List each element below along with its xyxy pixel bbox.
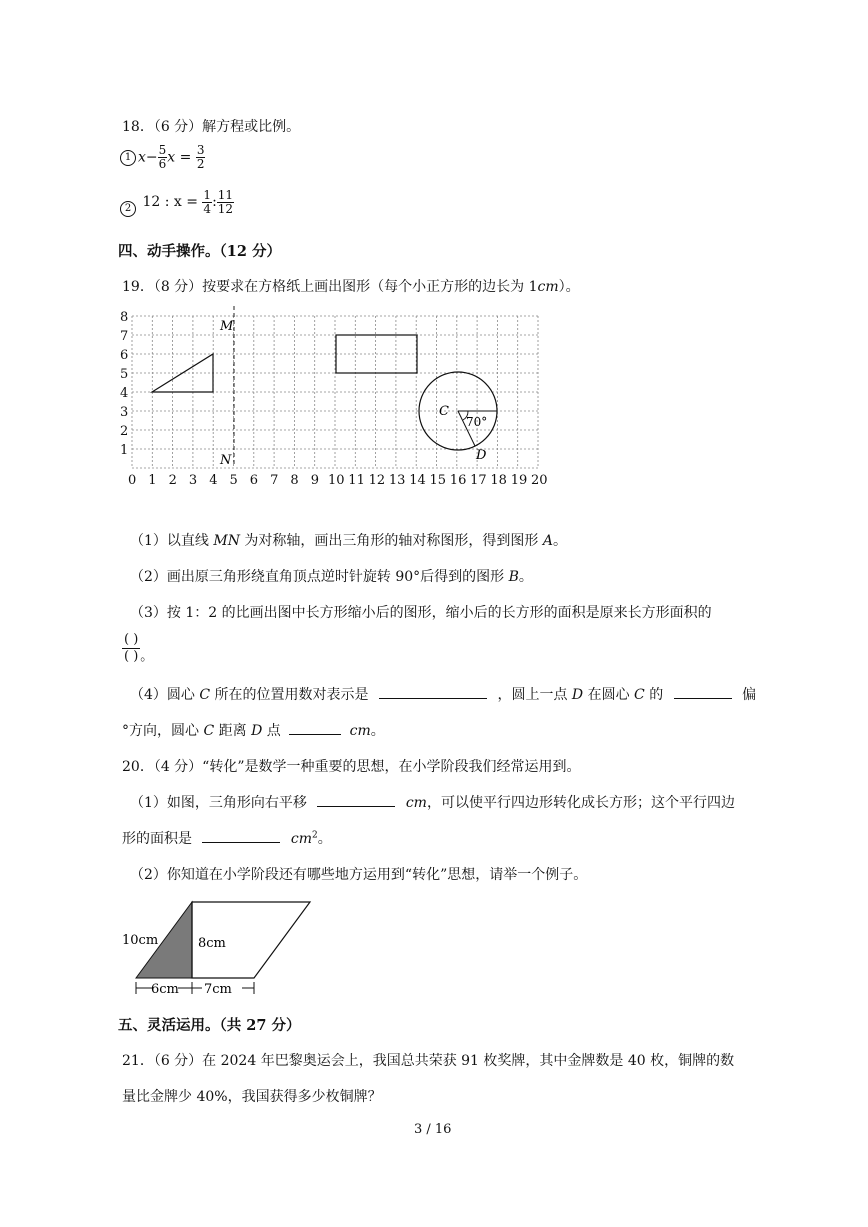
x-tick-label: 3 (188, 473, 198, 486)
eq2-fraction-2: $\frac{11}{12}$ (217, 187, 234, 216)
x-tick-label: 8 (290, 473, 299, 486)
x-tick-label: 17 (470, 473, 487, 486)
blank-shift[interactable] (317, 792, 395, 807)
x-tick-label: 6 (249, 473, 259, 486)
label-c: C (439, 404, 449, 419)
parallelogram-figure (118, 898, 348, 998)
label-10cm: 10cm (122, 933, 159, 948)
label-6cm: 6cm (151, 982, 179, 997)
x-tick-label: 16 (449, 473, 467, 486)
x-tick-label: 0 (128, 473, 137, 486)
eq1-term-b: x = (167, 149, 192, 166)
q21-line1: 21．（6 分）在 2024 年巴黎奥运会上，我国总共荣获 91 枚奖牌，其中金牌数是 40 枚，铜牌的数 (122, 1053, 735, 1069)
y-tick-label: 6 (120, 348, 129, 363)
eq1-term-a: x− (138, 149, 158, 166)
q19-part1: （1）以直线 MN 为对称轴，画出三角形的轴对称图形，得到图形 A。 (130, 533, 567, 549)
x-tick-label: 15 (429, 473, 447, 486)
blank-area[interactable] (202, 828, 280, 843)
y-tick-label: 1 (120, 443, 129, 458)
q18-title: 18．（6 分）解方程或比例。 (122, 119, 301, 135)
section-4-heading: 四、动手操作。（12 分） (118, 243, 281, 260)
q19-title: 19．（8 分）按要求在方格纸上画出图形（每个小正方形的边长为 1cm）。 (122, 279, 580, 295)
q20-part1-line2: 形的面积是 $cm^2$。 (122, 828, 332, 848)
x-tick-label: 11 (348, 473, 365, 486)
section-5-heading: 五、灵活运用。（共 27 分） (118, 1017, 301, 1034)
y-tick-label: 3 (120, 405, 129, 420)
label-m: M (220, 319, 234, 334)
y-tick-label: 8 (120, 310, 129, 325)
q20-part2: （2）你知道在小学阶段还有哪些地方运用到“转化”思想，请举一个例子。 (130, 867, 588, 883)
q19-part4-line1: （4）圆心 C 所在的位置用数对表示是 ，圆上一点 D 在圆心 C 的 偏 (130, 684, 756, 704)
page-number: 3 / 16 (414, 1122, 452, 1137)
label-70: 70° (466, 415, 488, 429)
q20-part1-line1: （1）如图，三角形向右平移 cm，可以使平行四边形转化成长方形；这个平行四边 (130, 792, 735, 812)
x-tick-label: 4 (209, 473, 218, 486)
x-tick-label: 14 (409, 473, 426, 486)
x-tick-label: 7 (270, 473, 279, 486)
y-tick-label: 2 (120, 424, 129, 439)
y-tick-label: 7 (120, 329, 129, 344)
label-n: N (220, 453, 232, 468)
q18-equation-2 (120, 187, 234, 217)
x-tick-label: 5 (229, 473, 238, 486)
q20-title: 20．（4 分）“转化”是数学一种重要的思想，在小学阶段我们经常运用到。 (122, 759, 581, 775)
q21-line2: 量比金牌少 40%，我国获得多少枚铜牌？ (122, 1089, 382, 1105)
y-tick-label: 4 (120, 386, 129, 401)
x-tick-label: 19 (510, 473, 528, 486)
x-tick-label: 13 (388, 473, 406, 486)
blank-pair[interactable] (379, 684, 487, 699)
q19-part4-line2: °方向，圆心 C 距离 D 点 cm。 (122, 720, 385, 740)
x-tick-label: 18 (490, 473, 507, 486)
x-tick-label: 9 (310, 473, 319, 486)
eq2-fraction-1: $\frac{1}{4}$ (203, 187, 212, 216)
eq1-fraction-1: $\frac{5}{6}$ (158, 143, 167, 171)
blank-direction[interactable] (674, 684, 732, 699)
label-8cm: 8cm (198, 936, 226, 951)
eq2-colon: : (212, 194, 217, 210)
circled-number-2: 2 (120, 201, 136, 217)
blank-distance[interactable] (289, 720, 341, 735)
x-tick-label: 1 (148, 473, 157, 486)
q18-equation-1 (120, 144, 205, 171)
label-7cm: 7cm (204, 982, 232, 997)
eq2-term-a: 12 : x = (142, 194, 198, 210)
x-tick-label: 12 (368, 473, 386, 486)
x-tick-label: 10 (328, 473, 345, 486)
q19-part3: （3）按 1：2 的比画出图中长方形缩小后的图形，缩小后的长方形的面积是原来长方形面积的 (130, 605, 712, 621)
q19-part2: （2）画出原三角形绕直角顶点逆时针旋转 90°后得到的图形 B。 (130, 569, 533, 585)
y-tick-label: 5 (120, 367, 129, 382)
circled-number-1: 1 (120, 150, 136, 166)
x-tick-label: 2 (168, 473, 177, 486)
grid-figure (118, 306, 558, 486)
label-d: D (476, 448, 487, 463)
x-tick-label: 20 (531, 473, 548, 486)
eq1-fraction-2: $\frac{3}{2}$ (196, 143, 205, 171)
q19-part3-fraction: ( ) ( ) 。 (124, 632, 154, 664)
